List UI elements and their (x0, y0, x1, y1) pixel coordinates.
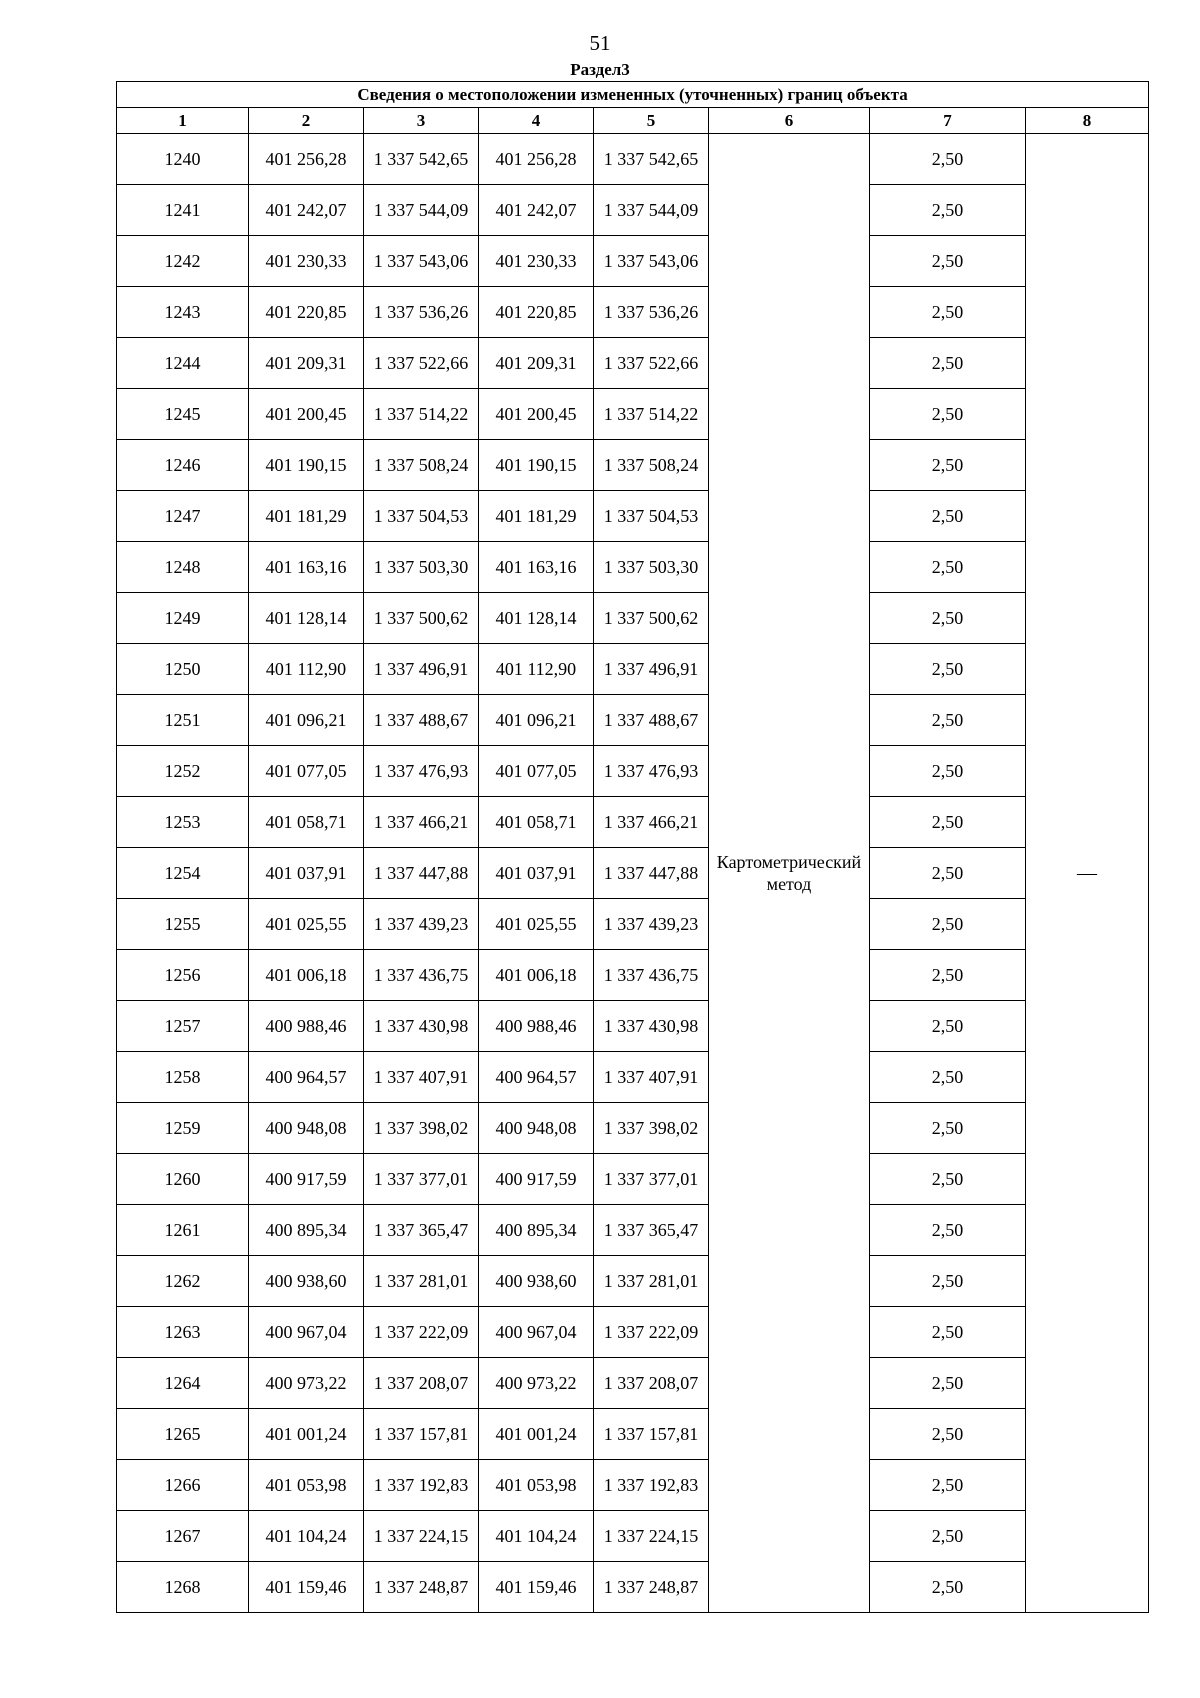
y-existing-cell: 1 337 248,87 (364, 1562, 479, 1613)
point-number-cell: 1266 (117, 1460, 249, 1511)
y-existing-cell: 1 337 543,06 (364, 236, 479, 287)
table-row (117, 1307, 1149, 1358)
point-number-cell: 1251 (117, 695, 249, 746)
table-row (117, 338, 1149, 389)
table-row (117, 1001, 1149, 1052)
accuracy-cell: 2,50 (870, 1103, 1026, 1154)
accuracy-cell: 2,50 (870, 1562, 1026, 1613)
x-refined-cell: 401 096,21 (479, 695, 594, 746)
y-existing-cell: 1 337 542,65 (364, 134, 479, 185)
accuracy-cell: 2,50 (870, 797, 1026, 848)
x-refined-cell: 401 077,05 (479, 746, 594, 797)
x-existing-cell: 401 159,46 (249, 1562, 364, 1613)
point-number-cell: 1260 (117, 1154, 249, 1205)
x-existing-cell: 401 001,24 (249, 1409, 364, 1460)
y-existing-cell: 1 337 447,88 (364, 848, 479, 899)
y-existing-cell: 1 337 281,01 (364, 1256, 479, 1307)
accuracy-cell: 2,50 (870, 1409, 1026, 1460)
y-existing-cell: 1 337 496,91 (364, 644, 479, 695)
table-row (117, 236, 1149, 287)
point-number-cell: 1268 (117, 1562, 249, 1613)
x-refined-cell: 401 163,16 (479, 542, 594, 593)
accuracy-cell: 2,50 (870, 1001, 1026, 1052)
x-existing-cell: 400 988,46 (249, 1001, 364, 1052)
column-number-4: 4 (479, 108, 594, 134)
accuracy-cell: 2,50 (870, 746, 1026, 797)
table-row (117, 848, 1149, 899)
accuracy-cell: 2,50 (870, 287, 1026, 338)
x-existing-cell: 401 058,71 (249, 797, 364, 848)
note-cell: — (1026, 134, 1149, 1613)
x-refined-cell: 400 964,57 (479, 1052, 594, 1103)
y-existing-cell: 1 337 222,09 (364, 1307, 479, 1358)
accuracy-cell: 2,50 (870, 1205, 1026, 1256)
y-refined-cell: 1 337 504,53 (594, 491, 709, 542)
y-refined-cell: 1 337 500,62 (594, 593, 709, 644)
table-row (117, 1205, 1149, 1256)
x-existing-cell: 401 077,05 (249, 746, 364, 797)
y-refined-cell: 1 337 222,09 (594, 1307, 709, 1358)
x-refined-cell: 401 128,14 (479, 593, 594, 644)
x-existing-cell: 401 112,90 (249, 644, 364, 695)
y-refined-cell: 1 337 407,91 (594, 1052, 709, 1103)
y-existing-cell: 1 337 503,30 (364, 542, 479, 593)
y-refined-cell: 1 337 377,01 (594, 1154, 709, 1205)
table-row (117, 542, 1149, 593)
y-refined-cell: 1 337 544,09 (594, 185, 709, 236)
table-row (117, 1409, 1149, 1460)
accuracy-cell: 2,50 (870, 542, 1026, 593)
x-existing-cell: 401 006,18 (249, 950, 364, 1001)
point-number-cell: 1242 (117, 236, 249, 287)
x-existing-cell: 401 025,55 (249, 899, 364, 950)
point-number-cell: 1263 (117, 1307, 249, 1358)
x-existing-cell: 400 948,08 (249, 1103, 364, 1154)
section-label: Раздел3 (570, 60, 630, 79)
table-row (117, 644, 1149, 695)
y-existing-cell: 1 337 536,26 (364, 287, 479, 338)
column-number-row (117, 108, 1149, 134)
point-number-cell: 1247 (117, 491, 249, 542)
y-refined-cell: 1 337 439,23 (594, 899, 709, 950)
table-body (117, 82, 1149, 1613)
x-existing-cell: 401 190,15 (249, 440, 364, 491)
table-row (117, 1511, 1149, 1562)
y-refined-cell: 1 337 466,21 (594, 797, 709, 848)
x-existing-cell: 401 104,24 (249, 1511, 364, 1562)
point-number-cell: 1255 (117, 899, 249, 950)
y-refined-cell: 1 337 476,93 (594, 746, 709, 797)
table-title: Сведения о местоположении измененных (уточненных) границ объекта (117, 82, 1149, 108)
y-existing-cell: 1 337 504,53 (364, 491, 479, 542)
boundary-coordinates-table (116, 81, 1149, 1613)
point-number-cell: 1261 (117, 1205, 249, 1256)
table-row (117, 1154, 1149, 1205)
table-row (117, 287, 1149, 338)
method-cell: Картометрический метод (709, 134, 870, 1613)
x-refined-cell: 401 190,15 (479, 440, 594, 491)
y-refined-cell: 1 337 224,15 (594, 1511, 709, 1562)
accuracy-cell: 2,50 (870, 593, 1026, 644)
y-existing-cell: 1 337 514,22 (364, 389, 479, 440)
y-refined-cell: 1 337 430,98 (594, 1001, 709, 1052)
y-refined-cell: 1 337 281,01 (594, 1256, 709, 1307)
table-row (117, 1460, 1149, 1511)
table-row (117, 593, 1149, 644)
x-refined-cell: 401 058,71 (479, 797, 594, 848)
point-number-cell: 1254 (117, 848, 249, 899)
table-row (117, 491, 1149, 542)
x-existing-cell: 400 967,04 (249, 1307, 364, 1358)
point-number-cell: 1248 (117, 542, 249, 593)
table-row (117, 746, 1149, 797)
x-existing-cell: 401 209,31 (249, 338, 364, 389)
x-refined-cell: 400 895,34 (479, 1205, 594, 1256)
point-number-cell: 1265 (117, 1409, 249, 1460)
x-existing-cell: 401 037,91 (249, 848, 364, 899)
accuracy-cell: 2,50 (870, 491, 1026, 542)
y-refined-cell: 1 337 543,06 (594, 236, 709, 287)
x-existing-cell: 400 964,57 (249, 1052, 364, 1103)
y-refined-cell: 1 337 436,75 (594, 950, 709, 1001)
y-refined-cell: 1 337 208,07 (594, 1358, 709, 1409)
y-existing-cell: 1 337 377,01 (364, 1154, 479, 1205)
accuracy-cell: 2,50 (870, 185, 1026, 236)
accuracy-cell: 2,50 (870, 1358, 1026, 1409)
accuracy-cell: 2,50 (870, 695, 1026, 746)
x-existing-cell: 401 128,14 (249, 593, 364, 644)
point-number-cell: 1256 (117, 950, 249, 1001)
point-number-cell: 1253 (117, 797, 249, 848)
point-number-cell: 1267 (117, 1511, 249, 1562)
y-refined-cell: 1 337 542,65 (594, 134, 709, 185)
table-row (117, 440, 1149, 491)
accuracy-cell: 2,50 (870, 1256, 1026, 1307)
y-existing-cell: 1 337 544,09 (364, 185, 479, 236)
x-refined-cell: 401 053,98 (479, 1460, 594, 1511)
accuracy-cell: 2,50 (870, 338, 1026, 389)
x-refined-cell: 400 967,04 (479, 1307, 594, 1358)
point-number-cell: 1262 (117, 1256, 249, 1307)
x-refined-cell: 401 104,24 (479, 1511, 594, 1562)
y-existing-cell: 1 337 476,93 (364, 746, 479, 797)
x-existing-cell: 401 230,33 (249, 236, 364, 287)
point-number-cell: 1245 (117, 389, 249, 440)
x-refined-cell: 400 948,08 (479, 1103, 594, 1154)
x-refined-cell: 401 200,45 (479, 389, 594, 440)
y-refined-cell: 1 337 536,26 (594, 287, 709, 338)
y-existing-cell: 1 337 208,07 (364, 1358, 479, 1409)
y-refined-cell: 1 337 157,81 (594, 1409, 709, 1460)
x-existing-cell: 401 200,45 (249, 389, 364, 440)
table-row (117, 797, 1149, 848)
column-number-7: 7 (870, 108, 1026, 134)
x-refined-cell: 400 917,59 (479, 1154, 594, 1205)
accuracy-cell: 2,50 (870, 236, 1026, 287)
x-refined-cell: 401 037,91 (479, 848, 594, 899)
accuracy-cell: 2,50 (870, 389, 1026, 440)
x-refined-cell: 401 209,31 (479, 338, 594, 389)
table-row (117, 695, 1149, 746)
x-existing-cell: 400 938,60 (249, 1256, 364, 1307)
table-row (117, 134, 1149, 185)
column-number-2: 2 (249, 108, 364, 134)
accuracy-cell: 2,50 (870, 644, 1026, 695)
x-refined-cell: 401 230,33 (479, 236, 594, 287)
point-number-cell: 1240 (117, 134, 249, 185)
y-refined-cell: 1 337 522,66 (594, 338, 709, 389)
accuracy-cell: 2,50 (870, 1052, 1026, 1103)
y-existing-cell: 1 337 508,24 (364, 440, 479, 491)
accuracy-cell: 2,50 (870, 134, 1026, 185)
y-refined-cell: 1 337 248,87 (594, 1562, 709, 1613)
y-existing-cell: 1 337 430,98 (364, 1001, 479, 1052)
table-row (117, 1358, 1149, 1409)
y-existing-cell: 1 337 466,21 (364, 797, 479, 848)
x-existing-cell: 400 917,59 (249, 1154, 364, 1205)
x-existing-cell: 401 053,98 (249, 1460, 364, 1511)
y-refined-cell: 1 337 398,02 (594, 1103, 709, 1154)
point-number-cell: 1246 (117, 440, 249, 491)
table-row (117, 389, 1149, 440)
y-refined-cell: 1 337 496,91 (594, 644, 709, 695)
x-refined-cell: 401 220,85 (479, 287, 594, 338)
column-number-1: 1 (117, 108, 249, 134)
x-refined-cell: 401 006,18 (479, 950, 594, 1001)
y-refined-cell: 1 337 503,30 (594, 542, 709, 593)
y-existing-cell: 1 337 365,47 (364, 1205, 479, 1256)
table-row (117, 899, 1149, 950)
y-refined-cell: 1 337 447,88 (594, 848, 709, 899)
accuracy-cell: 2,50 (870, 1460, 1026, 1511)
column-number-5: 5 (594, 108, 709, 134)
table-row (117, 950, 1149, 1001)
x-refined-cell: 400 938,60 (479, 1256, 594, 1307)
y-existing-cell: 1 337 157,81 (364, 1409, 479, 1460)
y-refined-cell: 1 337 192,83 (594, 1460, 709, 1511)
x-refined-cell: 401 159,46 (479, 1562, 594, 1613)
y-existing-cell: 1 337 224,15 (364, 1511, 479, 1562)
y-refined-cell: 1 337 488,67 (594, 695, 709, 746)
y-refined-cell: 1 337 514,22 (594, 389, 709, 440)
y-existing-cell: 1 337 192,83 (364, 1460, 479, 1511)
x-refined-cell: 401 001,24 (479, 1409, 594, 1460)
accuracy-cell: 2,50 (870, 1154, 1026, 1205)
x-refined-cell: 401 256,28 (479, 134, 594, 185)
x-refined-cell: 401 112,90 (479, 644, 594, 695)
y-existing-cell: 1 337 398,02 (364, 1103, 479, 1154)
page-number: 51 (589, 31, 611, 55)
x-existing-cell: 401 181,29 (249, 491, 364, 542)
column-number-8: 8 (1026, 108, 1149, 134)
y-existing-cell: 1 337 439,23 (364, 899, 479, 950)
accuracy-cell: 2,50 (870, 899, 1026, 950)
table-row (117, 1103, 1149, 1154)
x-refined-cell: 401 181,29 (479, 491, 594, 542)
x-existing-cell: 401 096,21 (249, 695, 364, 746)
point-number-cell: 1243 (117, 287, 249, 338)
x-existing-cell: 401 163,16 (249, 542, 364, 593)
x-refined-cell: 401 025,55 (479, 899, 594, 950)
y-existing-cell: 1 337 500,62 (364, 593, 479, 644)
accuracy-cell: 2,50 (870, 950, 1026, 1001)
x-existing-cell: 400 895,34 (249, 1205, 364, 1256)
table-row (117, 185, 1149, 236)
accuracy-cell: 2,50 (870, 848, 1026, 899)
point-number-cell: 1264 (117, 1358, 249, 1409)
x-existing-cell: 400 973,22 (249, 1358, 364, 1409)
point-number-cell: 1258 (117, 1052, 249, 1103)
accuracy-cell: 2,50 (870, 1307, 1026, 1358)
point-number-cell: 1252 (117, 746, 249, 797)
table-row (117, 1562, 1149, 1613)
point-number-cell: 1257 (117, 1001, 249, 1052)
y-existing-cell: 1 337 488,67 (364, 695, 479, 746)
x-refined-cell: 401 242,07 (479, 185, 594, 236)
x-existing-cell: 401 242,07 (249, 185, 364, 236)
x-refined-cell: 400 988,46 (479, 1001, 594, 1052)
table-row (117, 1052, 1149, 1103)
point-number-cell: 1259 (117, 1103, 249, 1154)
x-existing-cell: 401 256,28 (249, 134, 364, 185)
y-existing-cell: 1 337 407,91 (364, 1052, 479, 1103)
y-existing-cell: 1 337 436,75 (364, 950, 479, 1001)
point-number-cell: 1244 (117, 338, 249, 389)
y-refined-cell: 1 337 365,47 (594, 1205, 709, 1256)
column-number-6: 6 (709, 108, 870, 134)
x-existing-cell: 401 220,85 (249, 287, 364, 338)
table-title-row (117, 82, 1149, 108)
point-number-cell: 1241 (117, 185, 249, 236)
y-existing-cell: 1 337 522,66 (364, 338, 479, 389)
column-number-3: 3 (364, 108, 479, 134)
point-number-cell: 1250 (117, 644, 249, 695)
x-refined-cell: 400 973,22 (479, 1358, 594, 1409)
point-number-cell: 1249 (117, 593, 249, 644)
accuracy-cell: 2,50 (870, 440, 1026, 491)
accuracy-cell: 2,50 (870, 1511, 1026, 1562)
table-row (117, 1256, 1149, 1307)
y-refined-cell: 1 337 508,24 (594, 440, 709, 491)
